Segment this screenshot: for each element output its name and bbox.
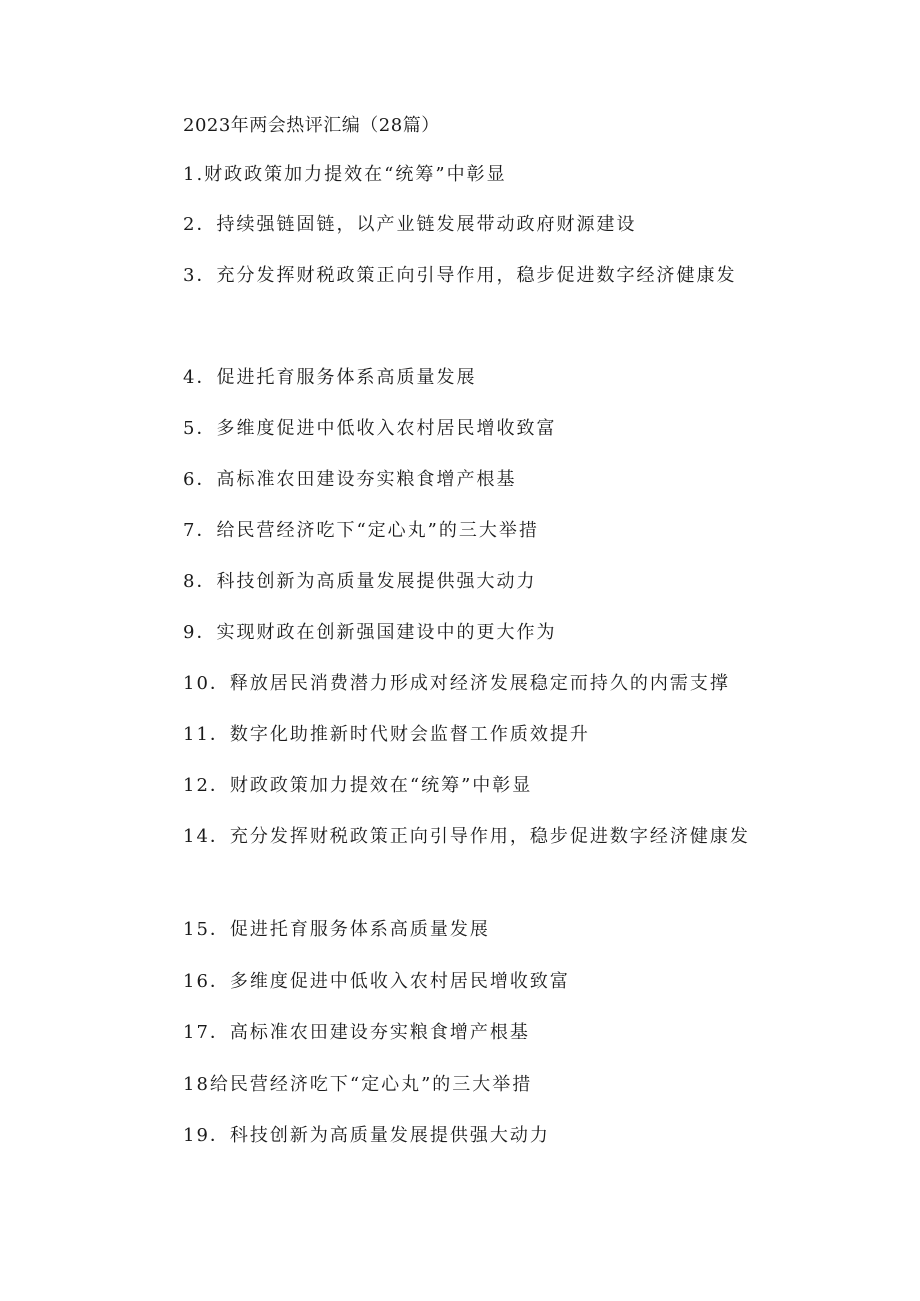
list-item: 15．促进托育服务体系高质量发展 [183,919,490,940]
list-item: 1.财政政策加力提效在“统筹”中彰显 [183,164,507,185]
list-item: 2．持续强链固链，以产业链发展带动政府财源建设 [183,214,637,235]
list-item: 17．高标准农田建设夯实粮食增产根基 [183,1022,530,1043]
list-item: 4．促进托育服务体系高质量发展 [183,367,477,388]
list-item: 8．科技创新为高质量发展提供强大动力 [183,571,537,592]
list-item: 11．数字化助推新时代财会监督工作质效提升 [183,724,590,745]
list-item: 3．充分发挥财税政策正向引导作用，稳步促进数字经济健康发 [183,265,737,286]
list-item: 19．科技创新为高质量发展提供强大动力 [183,1125,550,1146]
list-item: 16．多维度促进中低收入农村居民增收致富 [183,971,570,992]
list-item: 9．实现财政在创新强国建设中的更大作为 [183,622,557,643]
list-item: 14．充分发挥财税政策正向引导作用，稳步促进数字经济健康发 [183,826,750,847]
list-item: 7．给民营经济吃下“定心丸”的三大举措 [183,520,539,541]
list-item: 6．高标准农田建设夯实粮食增产根基 [183,469,517,490]
list-item: 10．释放居民消费潜力形成对经济发展稳定而持久的内需支撑 [183,673,730,694]
list-item: 18给民营经济吃下“定心丸”的三大举措 [183,1074,533,1095]
list-item: 12．财政政策加力提效在“统筹”中彰显 [183,775,533,796]
list-item: 5．多维度促进中低收入农村居民增收致富 [183,418,557,439]
document-title: 2023年两会热评汇编（28篇） [183,115,440,136]
